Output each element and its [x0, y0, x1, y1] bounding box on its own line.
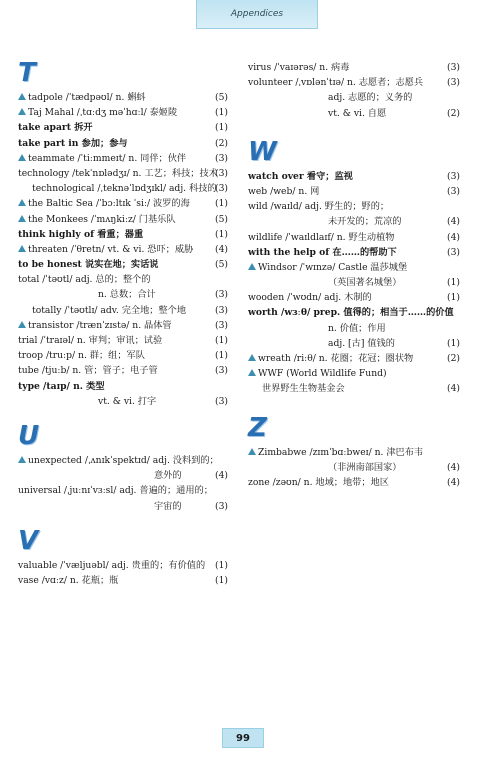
page-number	[222, 728, 264, 748]
entry-text: take apart 拆开	[18, 122, 93, 134]
entry-row	[18, 363, 228, 378]
entry-row	[248, 366, 460, 381]
entry-row	[18, 227, 228, 242]
entry-unit-number: (2)	[446, 107, 460, 119]
entry-unit-number: (3)	[214, 365, 228, 377]
entry-unit-number: (1)	[446, 277, 460, 289]
entry-unit-number: (3)	[214, 167, 228, 179]
entry-text: worth /wɜːθ/ prep. 值得的；相当于……的价值	[248, 307, 454, 319]
entry-row	[18, 166, 228, 181]
entry-text: trial /ˈtraɪəl/ n. 审判；审讯；试验	[18, 335, 163, 346]
entry-unit-number: (3)	[446, 62, 460, 73]
entry-unit-number: (1)	[214, 559, 228, 571]
entry-unit-number: (3)	[446, 246, 460, 258]
triangle-icon	[18, 108, 26, 115]
section-w-entries	[248, 169, 460, 397]
entry-text: the Monkees /ˈmʌŋkiːz/ 门基乐队	[28, 213, 176, 225]
entry-unit-number: (1)	[446, 337, 460, 349]
entry-row	[248, 275, 460, 290]
entry-text: vase /vɑːz/ n. 花瓶；瓶	[18, 574, 119, 586]
entry-row	[248, 305, 460, 320]
entry-unit-number: (5)	[214, 213, 228, 225]
section-letter-z: Z	[248, 412, 266, 443]
section-letter-u: U	[18, 420, 39, 451]
entry-text: n. 价值；作用	[328, 322, 386, 334]
entry-text: tube /tjuːb/ n. 管；管子；电子管	[18, 365, 158, 377]
entry-row	[248, 214, 460, 229]
entry-text: take part in 参加；参与	[18, 137, 128, 149]
entry-row	[18, 242, 228, 257]
entry-text: vt. & vi. 自愿	[328, 107, 387, 119]
entry-unit-number: (3)	[446, 77, 460, 89]
entry-text: wildlife /ˈwaɪldlaɪf/ n. 野生动植物	[248, 231, 395, 243]
entry-text: threaten /ˈθretn/ vt. & vi. 恐吓；威胁	[28, 243, 194, 255]
section-letter-t: T	[18, 58, 35, 88]
entry-row	[18, 212, 228, 227]
entry-unit-number: (4)	[446, 216, 460, 228]
triangle-icon	[18, 154, 26, 161]
entry-row	[18, 573, 228, 588]
entry-text: technology /tekˈnɒlədʒɪ/ n. 工艺；科技；技术	[18, 167, 218, 179]
section-v-entries	[18, 558, 228, 588]
section-letter-w: W	[248, 136, 276, 167]
entry-row	[18, 196, 228, 211]
entry-text: with the help of 在……的帮助下	[248, 246, 397, 258]
entry-text: technological /ˌteknəˈlɒdʒɪkl/ adj. 科技的	[32, 183, 217, 195]
entry-unit-number: (1)	[214, 198, 228, 210]
entry-row	[248, 321, 460, 336]
entry-row	[248, 90, 460, 105]
entry-unit-number: (4)	[446, 231, 460, 243]
entry-unit-number: (1)	[214, 107, 228, 119]
entry-text: volunteer /ˌvɒlənˈtɪə/ n. 志愿者；志愿兵	[248, 77, 424, 89]
entry-row	[18, 120, 228, 135]
entry-row	[248, 460, 460, 475]
entry-text: （英国著名城堡）	[328, 277, 402, 289]
entry-row	[18, 558, 228, 573]
entry-text: Taj Mahal /ˌtɑːdʒ məˈhɑːl/ 泰姬陵	[28, 107, 178, 119]
entry-row	[18, 151, 228, 166]
entry-row	[18, 318, 228, 333]
entry-text: the Baltic Sea /ˈbɔːltɪk ˈsiː/ 波罗的海	[28, 198, 190, 210]
entry-row	[18, 181, 228, 196]
entry-text: wild /waɪld/ adj. 野生的；野的；	[248, 201, 390, 213]
entry-text: （非洲南部国家）	[328, 461, 402, 473]
triangle-icon	[18, 199, 26, 206]
entry-row	[248, 60, 460, 75]
entry-unit-number: (4)	[446, 461, 460, 473]
page-number-text: 99	[236, 732, 250, 744]
entry-text: 意外的	[154, 470, 182, 482]
left-column	[18, 60, 228, 588]
entry-unit-number: (3)	[214, 304, 228, 316]
section-t-entries	[18, 90, 228, 409]
entry-text: Windsor /ˈwɪnzə/ Castle 温莎城堡	[258, 261, 408, 273]
entry-text: tadpole /ˈtædpəʊl/ n. 蝌蚪	[28, 92, 146, 103]
entry-row	[18, 257, 228, 272]
entry-row	[18, 272, 228, 287]
entry-text: WWF (World Wildlife Fund)	[258, 368, 387, 380]
entry-row	[18, 333, 228, 348]
triangle-icon	[18, 321, 26, 328]
entry-text: 世界野生生物基金会	[262, 383, 345, 395]
entry-unit-number: (4)	[446, 476, 460, 488]
entry-row	[248, 475, 460, 490]
entry-text: transistor /trænˈzɪstə/ n. 晶体管	[28, 319, 172, 331]
entry-text: adj. [古] 值钱的	[328, 337, 395, 349]
entry-row	[18, 90, 228, 105]
entry-text: virus /ˈvaɪərəs/ n. 病毒	[248, 62, 350, 73]
entry-unit-number: (3)	[214, 395, 228, 407]
entry-text: adj. 志愿的；义务的	[328, 92, 413, 104]
entry-text: think highly of 看重；器重	[18, 228, 144, 240]
entry-text: wreath /riːθ/ n. 花圈；花冠；圈状物	[258, 353, 414, 364]
entry-unit-number: (4)	[446, 383, 460, 395]
entry-text: 未开发的；荒凉的	[328, 216, 402, 228]
entry-text: total /ˈtəʊtl/ adj. 总的；整个的	[18, 274, 151, 286]
entry-row	[18, 379, 228, 394]
entry-row	[248, 75, 460, 90]
entry-text: n. 总数；合计	[98, 289, 156, 301]
entry-text: totally /ˈtəʊtlɪ/ adv. 完全地；整个地	[32, 304, 187, 316]
triangle-icon	[18, 245, 26, 252]
entry-row	[248, 169, 460, 184]
entry-unit-number: (4)	[214, 243, 228, 255]
entry-text: web /web/ n. 网	[248, 185, 320, 197]
section-v-continued-entries	[248, 60, 460, 121]
entry-unit-number: (2)	[214, 137, 228, 149]
entry-row	[18, 499, 228, 514]
entry-text: 宇宙的	[154, 500, 182, 512]
entry-row	[18, 136, 228, 151]
entry-text: valuable /ˈvæljuəbl/ adj. 贵重的；有价值的	[18, 559, 206, 571]
triangle-icon	[248, 448, 256, 455]
entry-row	[18, 483, 228, 498]
entry-unit-number: (2)	[446, 353, 460, 364]
entry-text: wooden /ˈwʊdn/ adj. 木制的	[248, 292, 372, 304]
entry-unit-number: (1)	[214, 228, 228, 240]
entry-row	[18, 394, 228, 409]
entry-unit-number: (1)	[214, 122, 228, 134]
entry-row	[248, 184, 460, 199]
entry-row	[248, 245, 460, 260]
triangle-icon	[18, 215, 26, 222]
entry-unit-number: (1)	[446, 292, 460, 304]
entry-unit-number: (3)	[214, 152, 228, 164]
entry-unit-number: (3)	[214, 289, 228, 301]
entry-row	[18, 348, 228, 363]
triangle-icon	[18, 93, 26, 100]
entry-unit-number: (1)	[214, 335, 228, 346]
triangle-icon	[18, 456, 26, 463]
entry-text: type /taɪp/ n. 类型	[18, 380, 105, 392]
entry-text: watch over 看守；监视	[248, 170, 353, 182]
entry-unit-number: (5)	[214, 259, 228, 271]
entry-row	[248, 290, 460, 305]
entry-row	[18, 105, 228, 120]
entry-text: teammate /ˈtiːmmeɪt/ n. 同伴；伙伴	[28, 152, 187, 164]
entry-row	[18, 468, 228, 483]
triangle-icon	[248, 263, 256, 270]
triangle-icon	[248, 369, 256, 376]
entry-row	[248, 106, 460, 121]
entry-unit-number: (3)	[446, 170, 460, 182]
section-z-entries	[248, 445, 460, 491]
entry-unit-number: (3)	[214, 183, 228, 195]
entry-unit-number: (1)	[214, 350, 228, 362]
header-band	[196, 0, 318, 29]
entry-text: zone /zəʊn/ n. 地域；地带；地区	[248, 476, 389, 488]
entry-row	[18, 453, 228, 468]
entry-text: troop /truːp/ n. 群；组；军队	[18, 350, 145, 362]
header-title: Appendices	[230, 9, 284, 19]
entry-row	[18, 287, 228, 302]
entry-row	[248, 445, 460, 460]
triangle-icon	[248, 354, 256, 361]
entry-row	[248, 336, 460, 351]
entry-row	[248, 381, 460, 396]
right-column	[248, 60, 460, 490]
entry-unit-number: (1)	[214, 574, 228, 586]
entry-unit-number: (3)	[214, 319, 228, 331]
entry-text: universal /ˌjuːnɪˈvɜːsl/ adj. 普遍的；通用的；	[18, 485, 213, 497]
entry-row	[248, 199, 460, 214]
entry-row	[248, 351, 460, 366]
entry-text: vt. & vi. 打字	[98, 395, 157, 407]
entry-unit-number: (3)	[214, 500, 228, 512]
entry-text: to be honest 说实在地；实话说	[18, 259, 159, 271]
section-u-entries	[18, 453, 228, 514]
entry-row	[248, 230, 460, 245]
entry-row	[248, 260, 460, 275]
section-letter-v: V	[18, 525, 38, 556]
entry-unit-number: (3)	[446, 185, 460, 197]
entry-unit-number: (4)	[214, 470, 228, 482]
entry-text: Zimbabwe /zɪmˈbɑːbweɪ/ n. 津巴布韦	[258, 446, 424, 458]
entry-row	[18, 303, 228, 318]
entry-text: unexpected /ˌʌnɪkˈspektɪd/ adj. 没料到的；	[28, 454, 219, 466]
entry-unit-number: (5)	[214, 92, 228, 103]
